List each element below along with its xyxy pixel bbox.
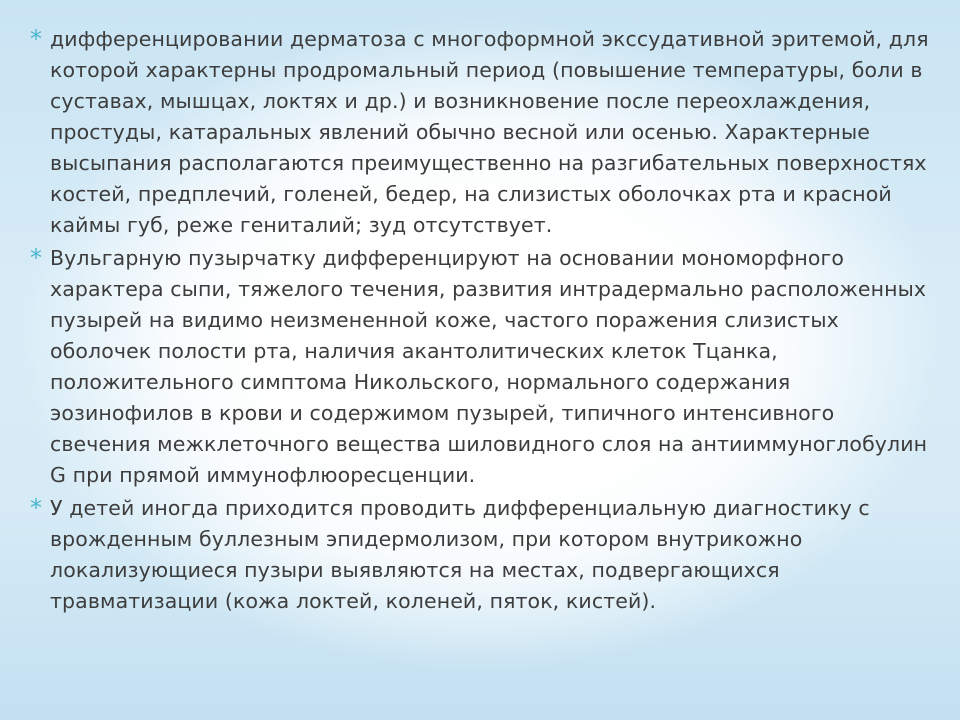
bullet-item [30,24,930,241]
bullet-item [30,243,930,491]
bullet-marker: * [30,244,43,272]
slide-body [30,24,930,619]
bullet-text: Вульгарную пузырчатку дифференцируют на основании мономорфного характера сыпи, тяжелого течения, развития интрадермально расположенных пузырей на видимо неизмененной коже, частого поражения слизистых оболочек полости рта, наличия акантолитических клеток Тцанка, положительного симптома Никольского, нормального содержания эозинофилов в крови и содержимом пузырей, типичного интенсивного свечения межклеточного вещества шиловидного слоя на антииммуноглобулин G при прямой иммунофлюоресценции. [50,246,928,487]
bullet-marker: * [30,25,43,53]
bullet-text: дифференцировании дерматоза с многоформной экссудативной эритемой, для которой характерны продромальный период (повышение температуры, боли в суставах, мышцах, локтях и др.) и возникновение после переохлаждения, простуды, катаральных явлений обычно весной или осенью. Характерные высыпания располагаются преимущественно на разгибательных поверхностях костей, предплечий, голеней, бедер, на слизистых оболочках рта и красной каймы губ, реже гениталий; зуд отсутствует. [50,27,929,237]
bullet-item [30,493,930,617]
bullet-text: У детей иногда приходится проводить дифференциальную диагностику с врожденным буллезным эпидермолизом, при котором внутрикожно локализующиеся пузыри выявляются на местах, подвергающихся травматизации (кожа локтей, коленей, пяток, кистей). [50,496,870,613]
bullet-marker: * [30,494,43,522]
